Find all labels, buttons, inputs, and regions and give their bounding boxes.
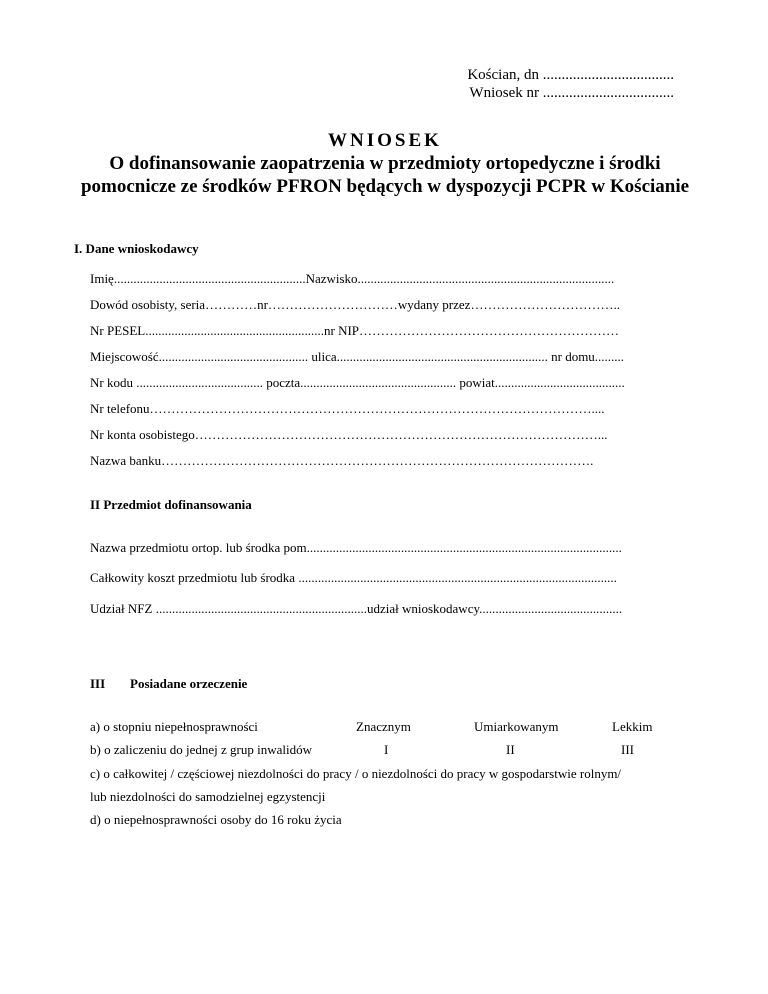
document-subtitle-line-1: O dofinansowanie zaopatrzenia w przedmioty ortopedyczne i środki — [109, 153, 661, 174]
phone-field[interactable]: Nr telefonu………………………………………………………………………………………….... — [90, 401, 605, 416]
option-group-i[interactable]: I — [384, 742, 389, 757]
postal-code-field[interactable]: Nr kodu ....................................... poczta................................................ powiat........................................ — [90, 375, 625, 390]
section-1-heading: I. Dane wnioskodawcy — [74, 241, 199, 256]
name-surname-field[interactable]: Imię...........................................................Nazwisko............................................................................... — [90, 271, 615, 286]
place-date-line: Kościan, dn ................................... — [467, 67, 674, 83]
address-field[interactable]: Miejscowość.............................................. ulica................................................................. nr domu......... — [90, 349, 625, 364]
option-moderate[interactable]: Umiarkowanym — [474, 719, 559, 734]
nfz-share-field[interactable]: Udział NFZ .................................................................udział wnioskodawcy............................................ — [90, 601, 623, 616]
title-block — [40, 130, 730, 198]
section-2-heading: II Przedmiot dofinansowania — [90, 497, 252, 512]
option-mild[interactable]: Lekkim — [612, 719, 653, 734]
option-group-iii[interactable]: III — [621, 742, 634, 757]
document-title: WNIOSEK — [328, 130, 442, 151]
option-group-ii[interactable]: II — [506, 742, 515, 757]
section-3-number: III — [90, 676, 106, 691]
document-subtitle-line-2: pomocnicze ze środków PFRON będących w dyspozycji PCPR w Kościanie — [80, 176, 690, 197]
invalid-group-label: b) o zaliczeniu do jednej z grup inwalidów — [90, 742, 313, 757]
child-disability-line[interactable]: d) o niepełnosprawności osoby do 16 roku życia — [90, 812, 342, 827]
option-significant[interactable]: Znacznym — [356, 719, 411, 734]
disability-degree-label: a) o stopniu niepełnosprawności — [90, 719, 258, 734]
bank-name-field[interactable]: Nazwa banku………………………………………………………………………………………. — [90, 453, 594, 468]
id-card-field[interactable]: Dowód osobisty, seria…………nr…………………………wydany przez…………………………….. — [90, 297, 620, 312]
work-incapacity-line-2: lub niezdolności do samodzielnej egzystencji — [90, 789, 326, 804]
section-3-heading: Posiadane orzeczenie — [130, 676, 248, 691]
application-number-line: Wniosek nr ................................... — [469, 85, 674, 101]
pesel-nip-field[interactable]: Nr PESEL.......................................................nr NIP…………………………………………………… — [90, 323, 620, 338]
item-name-field[interactable]: Nazwa przedmiotu ortop. lub środka pom................................................................................................. — [90, 540, 622, 555]
total-cost-field[interactable]: Całkowity koszt przedmiotu lub środka .................................................................................................. — [90, 570, 617, 585]
bank-account-field[interactable]: Nr konta osobistego…………………………………………………………………………………... — [90, 427, 608, 442]
work-incapacity-line-1[interactable]: c) o całkowitej / częściowej niezdolności do pracy / o niezdolności do pracy w gospodarstwie rolnym/ — [90, 766, 622, 781]
